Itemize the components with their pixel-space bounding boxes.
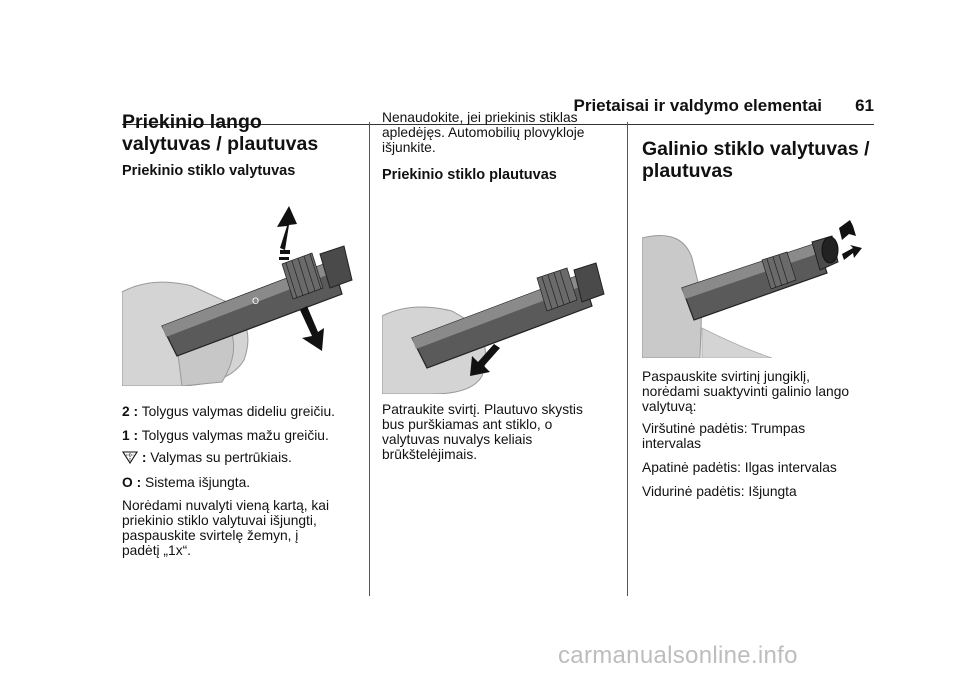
svg-text:O: O (252, 297, 260, 307)
front-washer-subheading: Priekinio stiklo plautuvas (382, 167, 557, 183)
column-divider-1 (369, 122, 370, 596)
speed-item-2: 2 : Tolygus valymas dideliu greičiu. (122, 404, 335, 419)
rear-wiper-activate-paragraph: Paspauskite svirtinį jungiklį, norėdami suaktyvinti galinio lango valytuvą: (642, 369, 850, 414)
speed-item-intermittent: : Valymas su pertrūkiais. (122, 450, 292, 465)
front-washer-paragraph: Patraukite svirtį. Plautuvo skystis bus purškiamas ant stiklo, o valytuvas nuvalys keliais brūkštelėjimais. (382, 402, 583, 462)
page-number: 61 (855, 96, 874, 115)
rear-wiper-heading: Galinio stiklo valytuvas / plautuvas (642, 138, 870, 182)
svg-text:2: 2 (262, 275, 268, 285)
rear-wiper-middle-position: Vidurinė padėtis: Išjungta (642, 484, 797, 499)
watermark: carmanualsonline.info (558, 642, 798, 669)
rear-wiper-illustration (642, 218, 874, 358)
svg-text:1: 1 (230, 287, 236, 297)
front-wiper-illustration (122, 206, 358, 386)
section-title: Prietaisai ir valdymo elementai (573, 96, 822, 115)
front-washer-warning: Nenaudokite, jei priekinis stiklas apledėjęs. Automobilių plovykloje išjunkite. (382, 110, 585, 155)
rear-wiper-lower-position: Apatinė padėtis: Ilgas intervalas (642, 460, 837, 475)
rear-wiper-upper-position: Viršutinė padėtis: Trumpas intervalas (642, 421, 806, 451)
front-wiper-subheading: Priekinio stiklo valytuvas (122, 163, 296, 179)
speed-item-1: 1 : Tolygus valymas mažu greičiu. (122, 428, 329, 443)
speed-item-off: O : Sistema išjungta. (122, 475, 251, 490)
front-wiper-heading: Priekinio lango valytuvas / plautuvas (122, 111, 319, 155)
column-divider-2 (627, 122, 628, 596)
front-wiper-single-wipe-paragraph: Norėdami nuvalyti vieną kartą, kai priekinio stiklo valytuvai išjungti, paspauskite svirtelę žemyn, į padėtį „1x“. (122, 498, 330, 558)
front-washer-illustration (382, 256, 614, 394)
intermittent-wiper-icon (122, 450, 138, 464)
